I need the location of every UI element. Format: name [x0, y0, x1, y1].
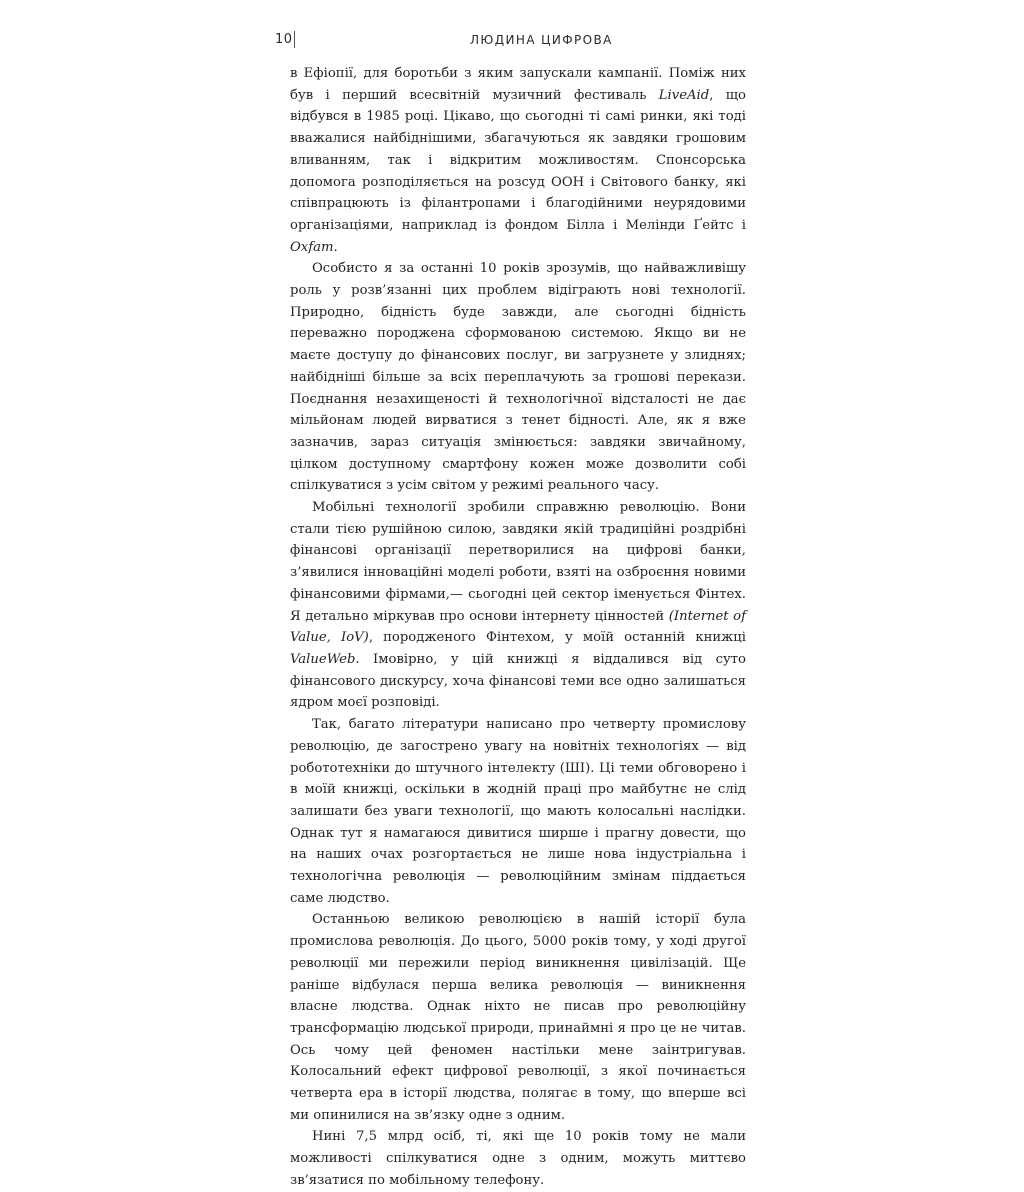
paragraph-text: Особисто я за останні 10 років зрозумів, що найважливішу роль у розв’язанні цих проблем відіграють нові технології. Природно, бідність буде завжди, але сьогодні бідність переважно породжена сформованою системою. Якщо ви не маєте доступу до фінансових послуг, ви загрузнете у злиднях; найбідніші більше за всіх переплачують за грошові перекази. Поєднання незахищеності й технологічної відсталості не дає мільйонам людей вирватися з тенет бідності. Але, як я вже зазначив, зараз ситуація змінюється: завдяки звичайному, цілком доступному смартфону кожен може дозволити собі спілкуватися з усім світом у режимі реального часу.: [290, 261, 746, 494]
paragraph-6: [290, 1126, 746, 1191]
italic-term-iov: (Internet of Value, IoV): [290, 608, 746, 646]
paragraph-text: в Ефіопії, для боротьби з яким запускали кампанії. Поміж них був і перший всесвітній музичний фестиваль: [290, 66, 746, 103]
header-divider: [294, 31, 295, 48]
body-text: [290, 63, 746, 1192]
paragraph-text: . Імовірно, у цій книжці я віддалився від суто фінансового дискурсу, хоча фінансові теми все одно залишаться ядром моєї розповіді.: [290, 651, 746, 711]
paragraph-text: .: [333, 239, 338, 255]
paragraph-text: Нині 7,5 млрд осіб, ті, які ще 10 років тому не мали можливості спілкуватися одне з одним, можуть миттєво зв’язатися по мобільному телефону.: [290, 1129, 746, 1188]
paragraph-text: Мобільні технології зробили справжню революцію. Вони стали тією рушійною силою, завдяки якій традиційні роздрібні фінансові організації перетворилися на цифрові банки, з’явилися інноваційні моделі роботи, взяті на озброєння новими фінансовими фірмами,— сьогодні цей сектор іменується Фінтех. Я детально міркував про основи інтернету цінностей: [290, 500, 746, 624]
italic-term-oxfam: Oxfam: [290, 239, 334, 255]
paragraph-1: [290, 63, 746, 258]
paragraph-4: [290, 714, 746, 909]
running-title: ЛЮДИНА ЦИФРОВА: [470, 33, 613, 47]
paragraph-2: [290, 258, 746, 497]
book-page: [275, 30, 746, 1192]
paragraph-text: , породженого Фінтехом, у моїй останній книжці: [368, 630, 746, 646]
paragraph-3: [290, 497, 746, 714]
paragraph-text: Останньою великою революцією в нашій історії була промислова революція. До цього, 5000 років тому, у ході другої революції ми пережили період виникнення цивілізацій. Ще раніше відбулася перша велика революція — виникнення власне людства. Однак ніхто не писав про революційну трансформацію людської природи, принаймні я про це не читав. Ось чому цей феномен настільки мене заінтригував. Колосальний ефект цифрової революції, з якої починається четверта ера в історії людства, полягає в тому, що вперше всі ми опинилися на зв’язку одне з одним.: [290, 912, 746, 1123]
running-header: [275, 30, 746, 50]
paragraph-5: [290, 909, 746, 1126]
page-number: 10: [275, 32, 293, 47]
paragraph-text: Так, багато літератури написано про четверту промислову революцію, де загострено увагу на новітніх технологіях — від робототехніки до штучного інтелекту (ШІ). Ці теми обговорено і в моїй книжці, оскільки в жодній праці про майбутнє не слід залишати без уваги технології, що мають колосальні наслідки. Однак тут я намагаюся дивитися ширше і прагну довести, що на наших очах розгортається не лише нова індустріальна і технологічна революція — революційним змінам піддається саме людство.: [290, 717, 746, 906]
paragraph-text: , що відбувся в 1985 році. Цікаво, що сьогодні ті самі ринки, які тоді вважалися найбіднішими, збагачуються як завдяки грошовим вливанням, так і відкритим можливостям. Спонсорська допомога розподіляється на розсуд ООН і Світового банку, які співпрацюють із філантропами і благодійними неурядовими організаціями, наприклад із фондом Білла і Мелінди Ґейтс і: [290, 87, 746, 233]
italic-term-valueweb: ValueWeb: [290, 651, 356, 667]
italic-term-liveaid: LiveAid: [658, 87, 710, 103]
